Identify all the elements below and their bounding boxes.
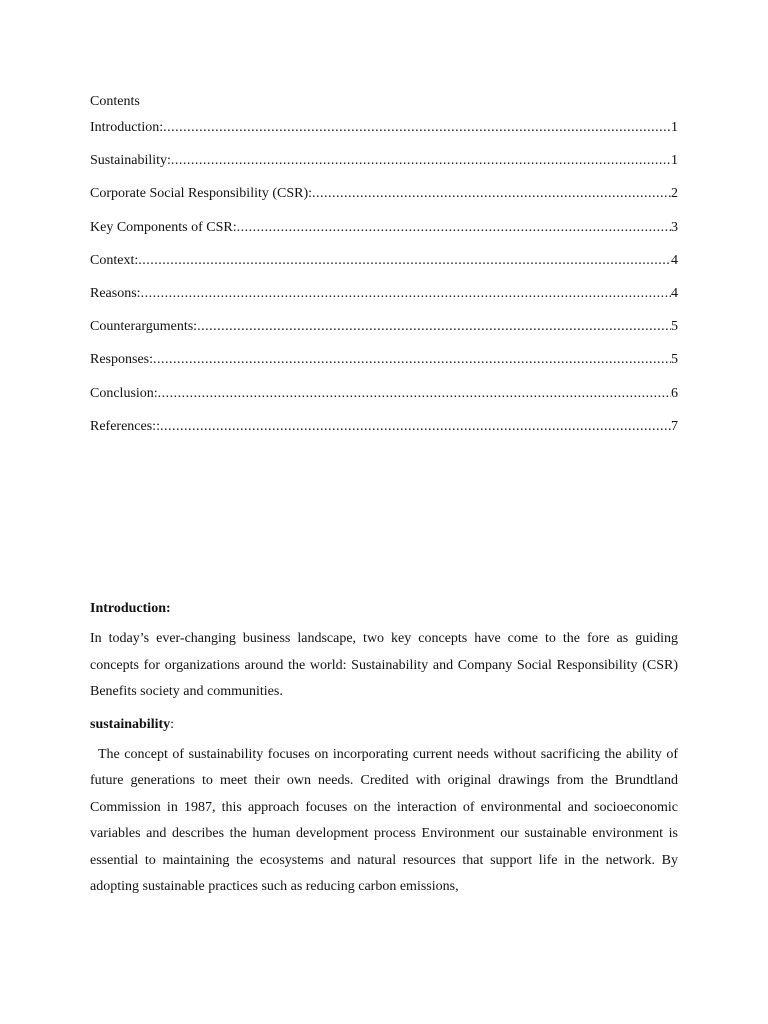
- toc-entry-page: 1: [671, 153, 678, 169]
- toc-leader-dots: [158, 386, 671, 402]
- document-body: [90, 600, 678, 911]
- toc-entry-conclusion[interactable]: [90, 386, 678, 402]
- toc-leader-dots: [237, 220, 671, 236]
- toc-entry-title: Counterarguments:: [90, 319, 198, 335]
- toc-entry-introduction[interactable]: [90, 120, 678, 136]
- toc-leader-dots: [141, 286, 671, 302]
- toc-entry-reasons[interactable]: [90, 286, 678, 302]
- toc-entry-counterarguments[interactable]: [90, 319, 678, 335]
- toc-leader-dots: [138, 253, 671, 269]
- toc-entry-title: Reasons:: [90, 285, 141, 301]
- toc-entry-page: 5: [671, 319, 678, 335]
- table-of-contents: [90, 94, 678, 452]
- toc-entry-page: 4: [671, 285, 678, 301]
- toc-leader-dots: [197, 319, 671, 335]
- sustainability-paragraph: The concept of sustainability focuses on incorporating current needs without sacrificing the ability of future generations to meet their own needs. Credited with original drawings from the Brundtland Commission in 1987, this approach focuses on the interaction of environmental and socioeconomic variables and describes the human development process Environment our sustainable environment is essential to maintaining the ecosystems and natural resources that support life in the network. By adopting sustainable practices such as reducing carbon emissions,: [90, 746, 678, 894]
- toc-entry-key-components[interactable]: [90, 220, 678, 236]
- toc-entry-title: Responses:: [90, 352, 153, 368]
- toc-entry-page: 4: [671, 252, 678, 268]
- toc-entry-title: Conclusion:: [90, 385, 158, 401]
- sustainability-heading-colon: :: [170, 716, 175, 732]
- introduction-paragraph: In today’s ever-changing business landscape, two key concepts have come to the fore as guiding concepts for organizations around the world: Sustainability and Company Social Responsibility (CSR) Benefits society and communities.: [90, 631, 678, 699]
- toc-entry-page: 5: [671, 352, 678, 368]
- toc-leader-dots: [163, 120, 671, 136]
- toc-entry-context[interactable]: [90, 253, 678, 269]
- toc-leader-dots: [171, 153, 671, 169]
- introduction-heading: Introduction:: [90, 601, 171, 616]
- toc-entry-page: 3: [671, 219, 678, 235]
- toc-heading: Contents: [90, 94, 140, 109]
- toc-entry-title: Corporate Social Responsibility (CSR):: [90, 186, 313, 202]
- toc-entry-title: Sustainability:: [90, 153, 171, 169]
- toc-entry-page: 1: [671, 120, 678, 135]
- toc-leader-dots: [312, 186, 671, 202]
- sustainability-heading: [90, 716, 678, 734]
- toc-entry-page: 2: [671, 186, 678, 202]
- toc-entry-title: Key Components of CSR:: [90, 219, 237, 235]
- toc-entry-references[interactable]: [90, 419, 678, 435]
- toc-entry-responses[interactable]: [90, 352, 678, 368]
- toc-entry-title: References::: [90, 418, 160, 434]
- toc-leader-dots: [153, 352, 671, 368]
- toc-leader-dots: [160, 419, 671, 435]
- toc-entry-sustainability[interactable]: [90, 153, 678, 169]
- toc-entry-title: Context:: [90, 252, 139, 268]
- sustainability-heading-text: sustainability: [90, 716, 171, 732]
- toc-entry-csr[interactable]: [90, 186, 678, 202]
- toc-entry-title: Introduction:: [90, 120, 164, 135]
- toc-entry-page: 7: [671, 418, 678, 434]
- toc-entry-page: 6: [671, 385, 678, 401]
